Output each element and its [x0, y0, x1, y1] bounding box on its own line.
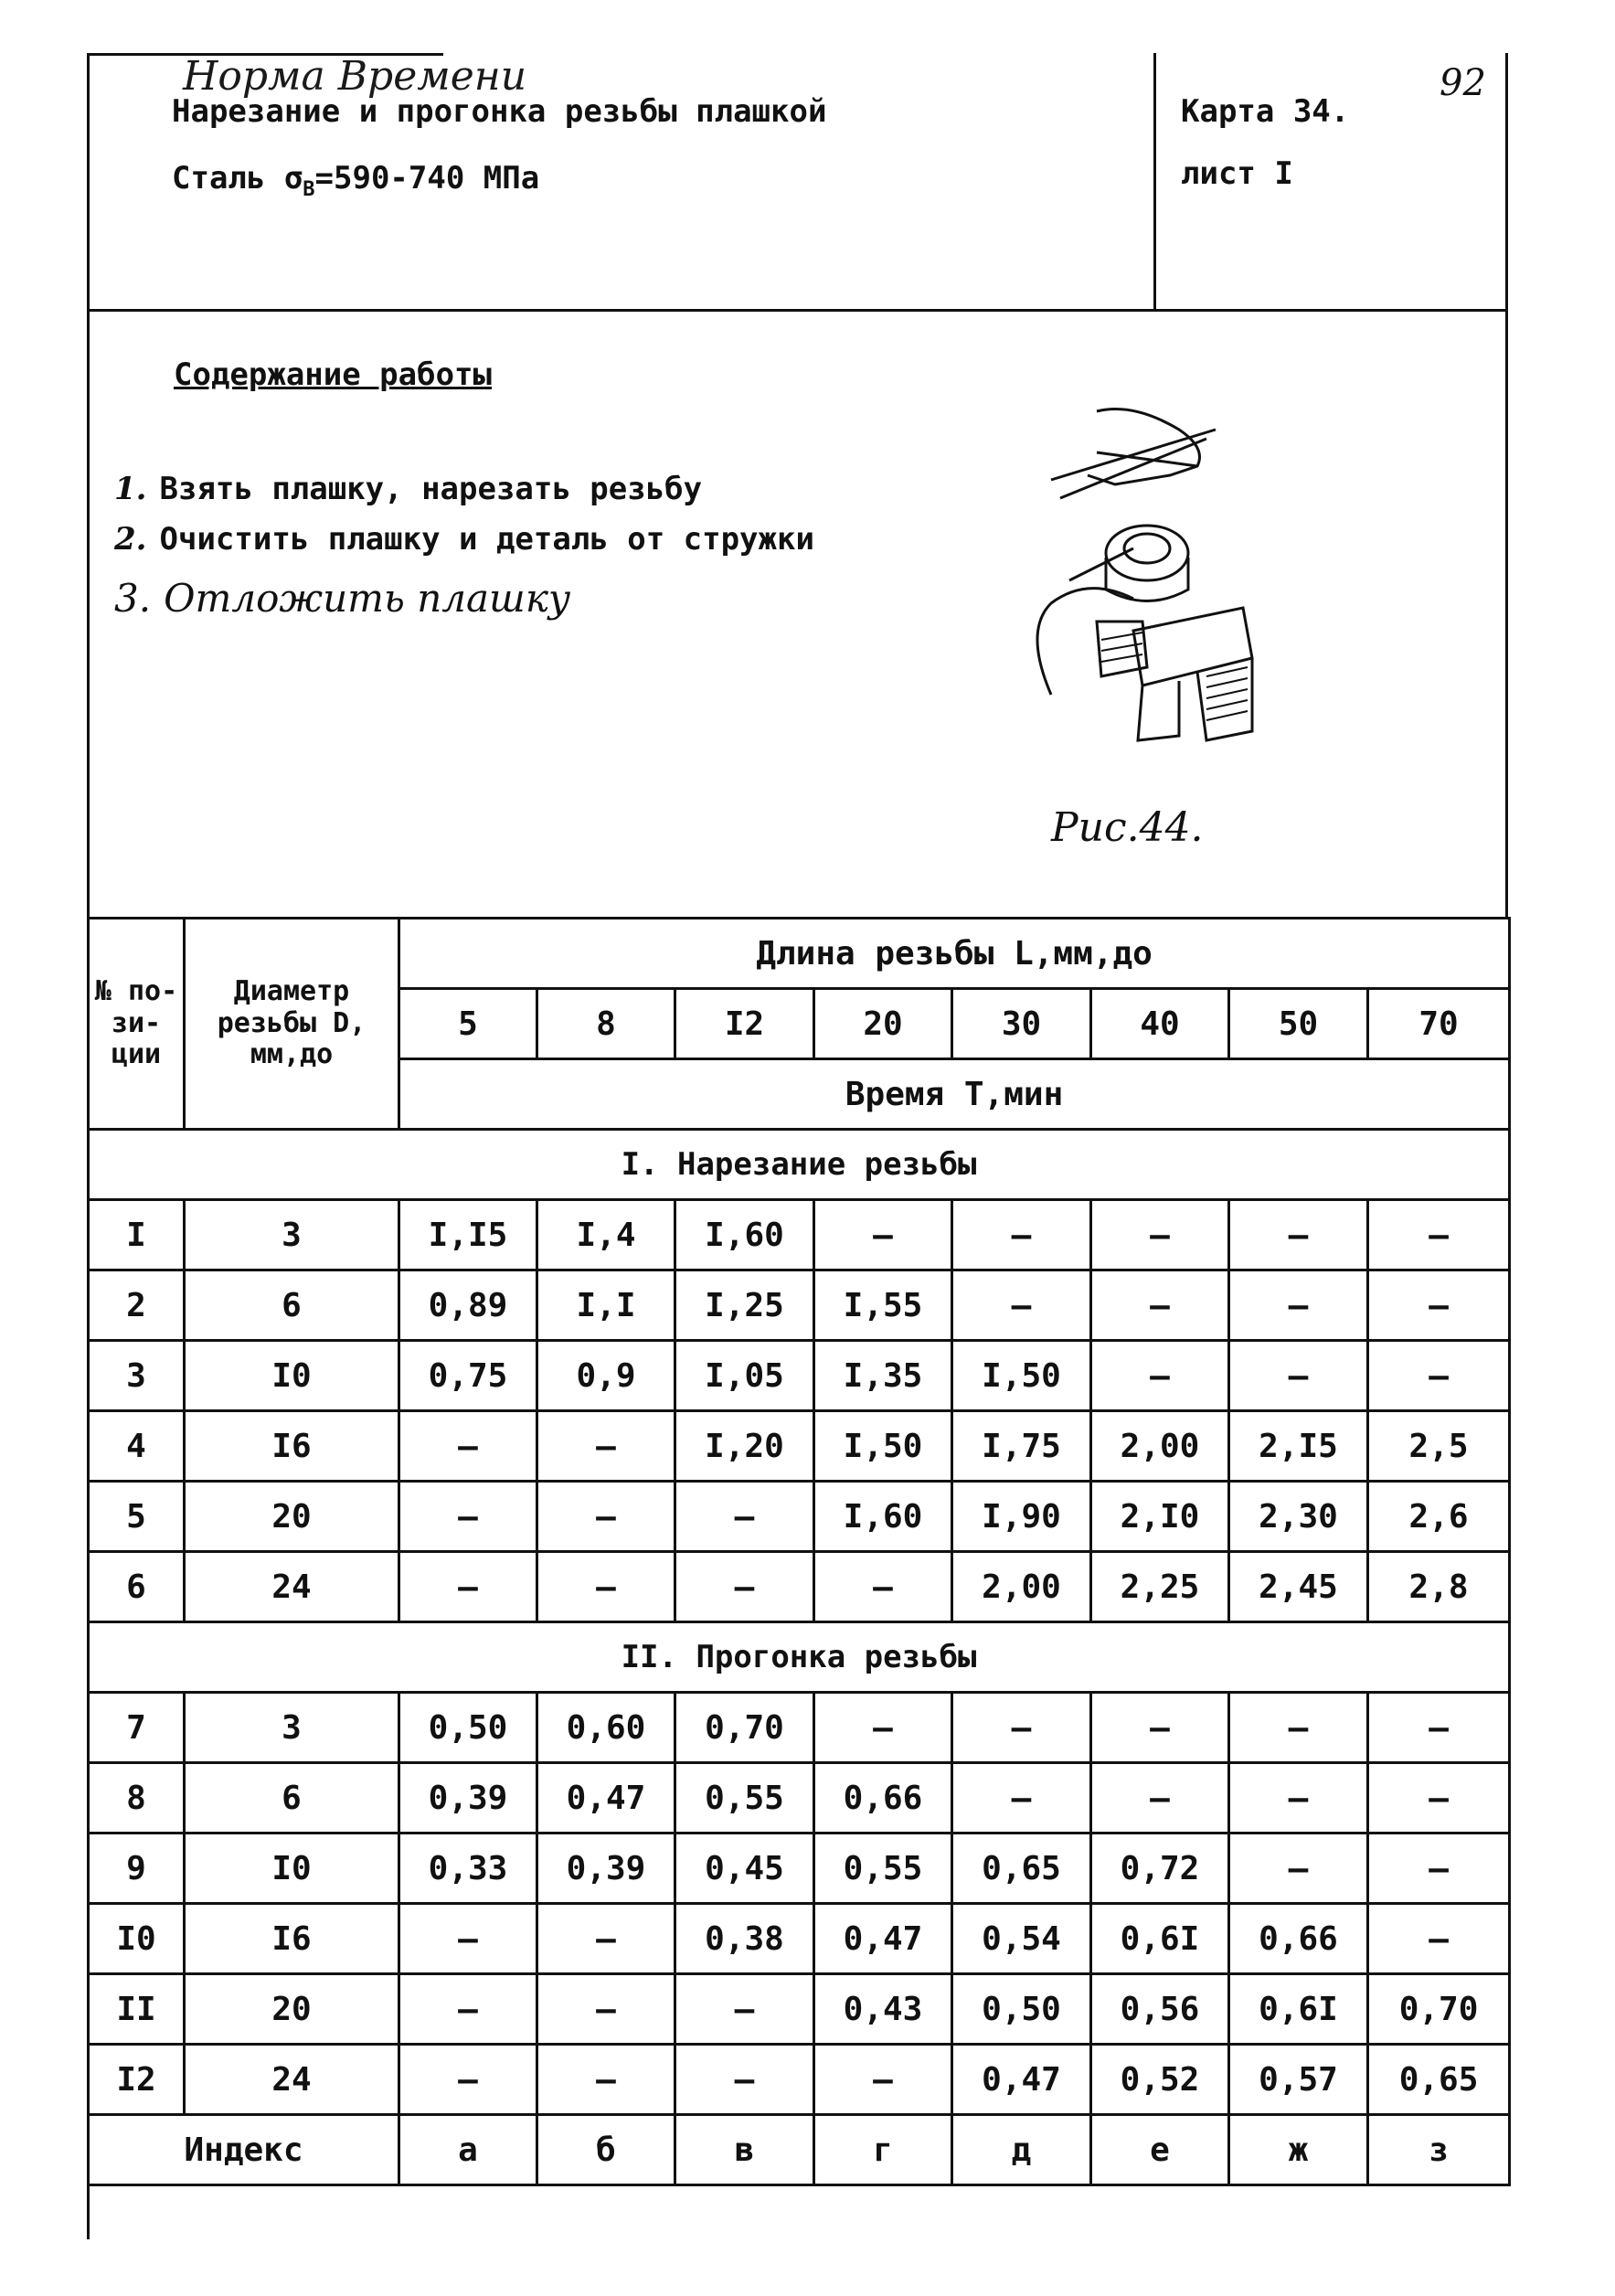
diameter-cell: 6: [185, 1763, 399, 1834]
time-cell: 0,6I: [1091, 1904, 1229, 1974]
time-cell: –: [814, 1552, 952, 1622]
time-cell: –: [814, 2045, 952, 2115]
time-cell: 0,50: [952, 1974, 1091, 2045]
position-cell: 2: [89, 1270, 185, 1341]
time-cell: 0,33: [399, 1834, 537, 1904]
section-title: I. Нарезание резьбы: [89, 1130, 1510, 1200]
table-body: [89, 1130, 1510, 2115]
time-cell: 0,6I: [1229, 1974, 1368, 2045]
table-row: [89, 1763, 1510, 1834]
time-cell: 0,55: [675, 1763, 814, 1834]
table-row: [89, 1270, 1510, 1341]
index-letter: б: [537, 2115, 675, 2185]
card-number: Карта 34.: [1181, 93, 1350, 130]
time-cell: 0,38: [675, 1904, 814, 1974]
time-cell: 0,56: [1091, 1974, 1229, 2045]
work-content-heading: Содержание работы: [174, 356, 492, 393]
length-cell: 5: [399, 989, 537, 1059]
time-cell: I,50: [952, 1341, 1091, 1411]
diameter-cell: I6: [185, 1411, 399, 1482]
time-cell: 0,65: [952, 1834, 1091, 1904]
length-cell: 40: [1091, 989, 1229, 1059]
diameter-cell: 24: [185, 1552, 399, 1622]
time-cell: 0,70: [1368, 1974, 1510, 2045]
time-cell: 0,55: [814, 1834, 952, 1904]
step-text: Отложить плашку: [164, 576, 571, 621]
step-2: [114, 521, 814, 558]
header-divider: [87, 309, 1508, 312]
index-letter: а: [399, 2115, 537, 2185]
position-cell: 5: [89, 1482, 185, 1552]
steel-spec: [172, 160, 539, 201]
section-title-row: [89, 1622, 1510, 1693]
time-cell: –: [537, 1482, 675, 1552]
time-cell: –: [1368, 1834, 1510, 1904]
time-cell: 0,9: [537, 1341, 675, 1411]
time-cell: 2,45: [1229, 1552, 1368, 1622]
time-cell: –: [1368, 1341, 1510, 1411]
position-cell: 6: [89, 1552, 185, 1622]
time-cell: –: [399, 1974, 537, 2045]
time-cell: 0,89: [399, 1270, 537, 1341]
steel-sub: В: [303, 177, 315, 201]
index-letter: г: [814, 2115, 952, 2185]
length-cell: 8: [537, 989, 675, 1059]
time-cell: –: [1091, 1341, 1229, 1411]
time-cell: 0,43: [814, 1974, 952, 2045]
time-cell: 2,30: [1229, 1482, 1368, 1552]
steel-suffix: =590-740 МПа: [314, 160, 540, 197]
time-cell: I,50: [814, 1411, 952, 1482]
table-row: [89, 1693, 1510, 1763]
table-row: [89, 1974, 1510, 2045]
position-cell: 3: [89, 1341, 185, 1411]
time-cell: 2,I5: [1229, 1411, 1368, 1482]
diameter-header: Диаметр резьбы D, мм,до: [185, 919, 399, 1130]
time-cell: 0,47: [814, 1904, 952, 1974]
position-cell: 8: [89, 1763, 185, 1834]
time-cell: –: [1368, 1200, 1510, 1270]
time-cell: –: [1091, 1693, 1229, 1763]
position-cell: I: [89, 1200, 185, 1270]
diameter-cell: 3: [185, 1200, 399, 1270]
time-cell: 0,39: [399, 1763, 537, 1834]
time-cell: 0,70: [675, 1693, 814, 1763]
time-cell: I,I5: [399, 1200, 537, 1270]
position-cell: 7: [89, 1693, 185, 1763]
step-text: Очистить плашку и деталь от стружки: [159, 521, 814, 558]
time-cell: –: [675, 1482, 814, 1552]
time-cell: 2,I0: [1091, 1482, 1229, 1552]
time-cell: –: [399, 2045, 537, 2115]
table-row: [89, 1904, 1510, 1974]
time-cell: 2,00: [952, 1552, 1091, 1622]
steel-prefix: Сталь σ: [172, 160, 303, 197]
time-cell: –: [1368, 1270, 1510, 1341]
time-cell: –: [814, 1693, 952, 1763]
time-cell: –: [537, 1904, 675, 1974]
time-cell: –: [537, 2045, 675, 2115]
die-threading-illustration: [987, 393, 1280, 759]
index-letter: з: [1368, 2115, 1510, 2185]
time-cell: 0,47: [537, 1763, 675, 1834]
diameter-cell: 6: [185, 1270, 399, 1341]
time-cell: –: [1229, 1270, 1368, 1341]
time-cell: –: [537, 1552, 675, 1622]
time-cell: –: [952, 1270, 1091, 1341]
norma-handwritten: Норма Времени: [183, 53, 527, 100]
time-cell: 0,60: [537, 1693, 675, 1763]
time-cell: –: [1229, 1341, 1368, 1411]
time-cell: –: [399, 1411, 537, 1482]
time-cell: 2,6: [1368, 1482, 1510, 1552]
time-cell: I,75: [952, 1411, 1091, 1482]
table-row: [89, 1552, 1510, 1622]
time-cell: I,60: [814, 1482, 952, 1552]
time-cell: –: [814, 1200, 952, 1270]
table-row: [89, 1411, 1510, 1482]
time-header: Время Т,мин: [399, 1059, 1510, 1130]
time-cell: I,25: [675, 1270, 814, 1341]
time-cell: 0,54: [952, 1904, 1091, 1974]
time-cell: 0,52: [1091, 2045, 1229, 2115]
table-row: [89, 1834, 1510, 1904]
time-cell: I,I: [537, 1270, 675, 1341]
table-row: [89, 1200, 1510, 1270]
time-cell: –: [1229, 1763, 1368, 1834]
position-cell: I0: [89, 1904, 185, 1974]
document-title: Нарезание и прогонка резьбы плашкой: [172, 93, 827, 130]
time-cell: 0,66: [1229, 1904, 1368, 1974]
time-cell: –: [952, 1200, 1091, 1270]
index-letter: ж: [1229, 2115, 1368, 2185]
time-cell: –: [399, 1482, 537, 1552]
step-1: [114, 471, 702, 507]
length-cell: 30: [952, 989, 1091, 1059]
time-cell: I,90: [952, 1482, 1091, 1552]
position-cell: 9: [89, 1834, 185, 1904]
time-cell: 2,5: [1368, 1411, 1510, 1482]
time-cell: –: [1368, 1763, 1510, 1834]
diameter-cell: I0: [185, 1341, 399, 1411]
figure-caption: Рис.44.: [1051, 804, 1204, 851]
index-letter: е: [1091, 2115, 1229, 2185]
time-cell: –: [399, 1552, 537, 1622]
position-cell: I2: [89, 2045, 185, 2115]
header-row-1: [89, 919, 1510, 989]
time-cell: –: [952, 1693, 1091, 1763]
length-cell: 70: [1368, 989, 1510, 1059]
step-number: 1.: [114, 471, 147, 507]
time-cell: –: [1091, 1270, 1229, 1341]
sheet-number: лист I: [1181, 155, 1293, 192]
time-cell: I,4: [537, 1200, 675, 1270]
step-number: 2.: [114, 521, 147, 558]
time-cell: 0,39: [537, 1834, 675, 1904]
time-cell: 2,00: [1091, 1411, 1229, 1482]
length-cell: 50: [1229, 989, 1368, 1059]
time-cell: –: [399, 1904, 537, 1974]
diameter-cell: 3: [185, 1693, 399, 1763]
time-cell: –: [537, 1411, 675, 1482]
length-cell: 20: [814, 989, 952, 1059]
time-cell: 0,65: [1368, 2045, 1510, 2115]
time-cell: –: [1229, 1834, 1368, 1904]
time-cell: I,20: [675, 1411, 814, 1482]
time-cell: 0,57: [1229, 2045, 1368, 2115]
diameter-cell: 20: [185, 1482, 399, 1552]
time-cell: I,55: [814, 1270, 952, 1341]
length-header: Длина резьбы L,мм,до: [399, 919, 1510, 989]
diameter-cell: I0: [185, 1834, 399, 1904]
position-cell: 4: [89, 1411, 185, 1482]
diameter-cell: 20: [185, 1974, 399, 2045]
time-norms-table: [87, 917, 1511, 2186]
time-cell: –: [537, 1974, 675, 2045]
table-row: [89, 1482, 1510, 1552]
time-cell: 0,50: [399, 1693, 537, 1763]
position-number-header: № по-зи-ции: [89, 919, 185, 1130]
time-cell: 0,45: [675, 1834, 814, 1904]
index-letter: в: [675, 2115, 814, 2185]
table-row: [89, 2045, 1510, 2115]
step-3: [114, 576, 570, 621]
index-label: Индекс: [89, 2115, 399, 2185]
time-cell: –: [675, 1974, 814, 2045]
time-cell: 0,72: [1091, 1834, 1229, 1904]
time-cell: I,35: [814, 1341, 952, 1411]
frame-right-border: [1505, 53, 1508, 917]
time-cell: –: [1229, 1693, 1368, 1763]
time-cell: 0,47: [952, 2045, 1091, 2115]
section-title-row: [89, 1130, 1510, 1200]
time-cell: I,60: [675, 1200, 814, 1270]
time-cell: –: [1229, 1200, 1368, 1270]
time-cell: –: [1368, 1693, 1510, 1763]
time-cell: 2,8: [1368, 1552, 1510, 1622]
time-cell: 0,66: [814, 1763, 952, 1834]
length-cell: I2: [675, 989, 814, 1059]
step-number: 3.: [114, 576, 152, 621]
position-cell: II: [89, 1974, 185, 2045]
time-cell: –: [1368, 1904, 1510, 1974]
index-letter: д: [952, 2115, 1091, 2185]
time-cell: –: [1091, 1200, 1229, 1270]
time-cell: –: [675, 2045, 814, 2115]
page-number: 92: [1440, 62, 1486, 104]
section-title: II. Прогонка резьбы: [89, 1622, 1510, 1693]
time-cell: –: [952, 1763, 1091, 1834]
step-text: Взять плашку, нарезать резьбу: [159, 471, 703, 507]
time-cell: 0,75: [399, 1341, 537, 1411]
time-cell: –: [1091, 1763, 1229, 1834]
header-card-divider: [1153, 53, 1156, 309]
table-row: [89, 1341, 1510, 1411]
diameter-cell: 24: [185, 2045, 399, 2115]
time-cell: I,05: [675, 1341, 814, 1411]
diameter-cell: I6: [185, 1904, 399, 1974]
time-cell: –: [675, 1552, 814, 1622]
index-row: [89, 2115, 1510, 2185]
time-cell: 2,25: [1091, 1552, 1229, 1622]
